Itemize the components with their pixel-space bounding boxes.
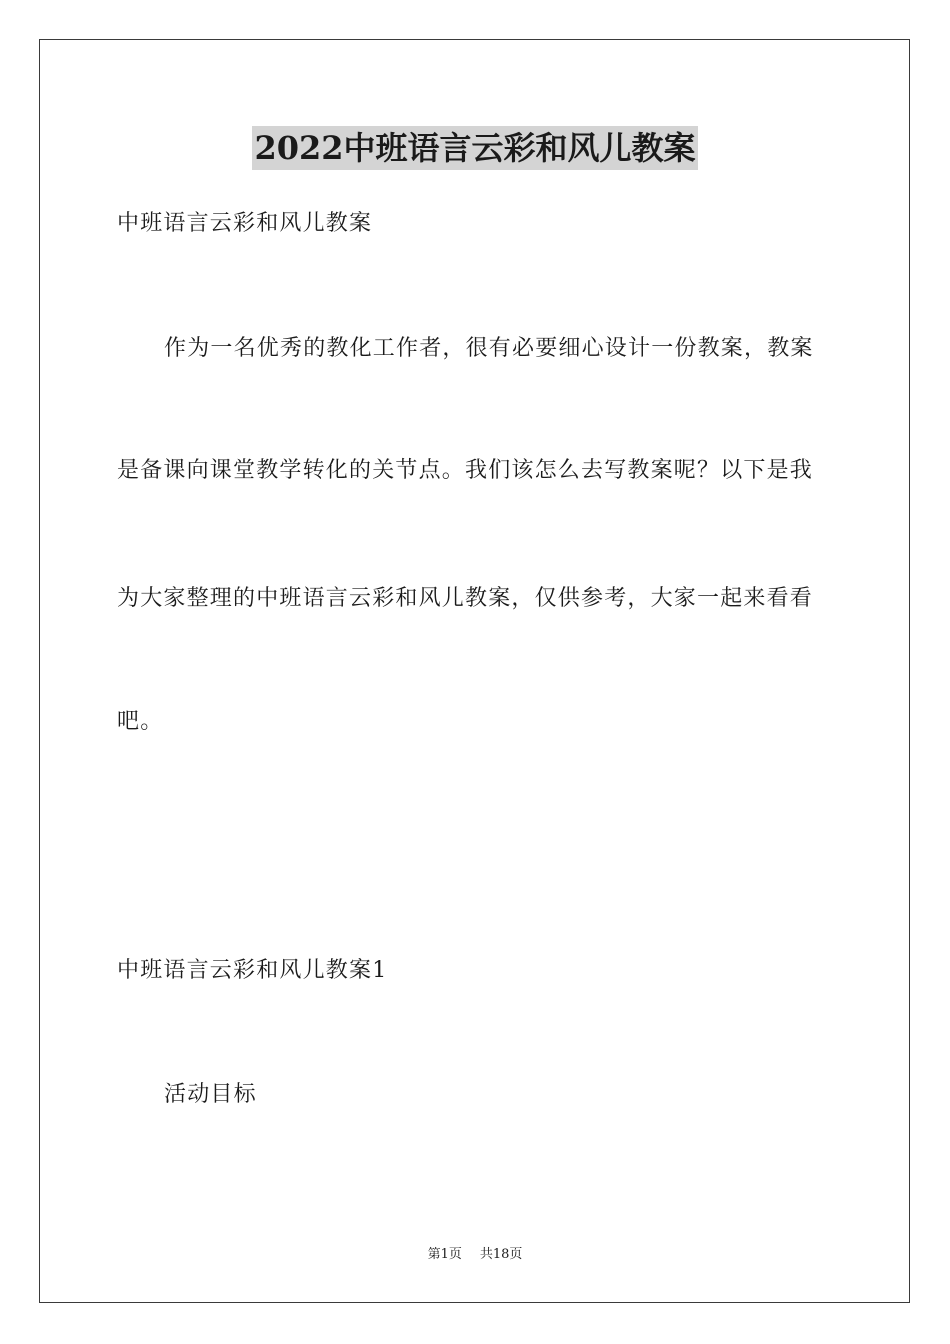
section-heading: 中班语言云彩和风儿教案1 (117, 958, 388, 983)
intro-line-1: 作为一名优秀的教化工作者，很有必要细心设计一份教案，教案 (164, 336, 814, 361)
document-subtitle: 中班语言云彩和风儿教案 (117, 211, 373, 236)
page-footer (0, 1246, 950, 1264)
document-title: 2022中班语言云彩和风儿教案 (252, 126, 697, 170)
page-number: 第1页 (427, 1247, 462, 1262)
subsection-heading: 活动目标 (164, 1082, 257, 1107)
intro-line-2: 是备课向课堂教学转化的关节点。我们该怎么去写教案呢？以下是我 (117, 458, 814, 483)
intro-line-3: 为大家整理的中班语言云彩和风儿教案，仅供参考，大家一起来看看 (117, 586, 814, 611)
page-total: 共18页 (479, 1247, 523, 1262)
intro-line-4: 吧。 (117, 709, 164, 734)
title-container (0, 126, 950, 170)
